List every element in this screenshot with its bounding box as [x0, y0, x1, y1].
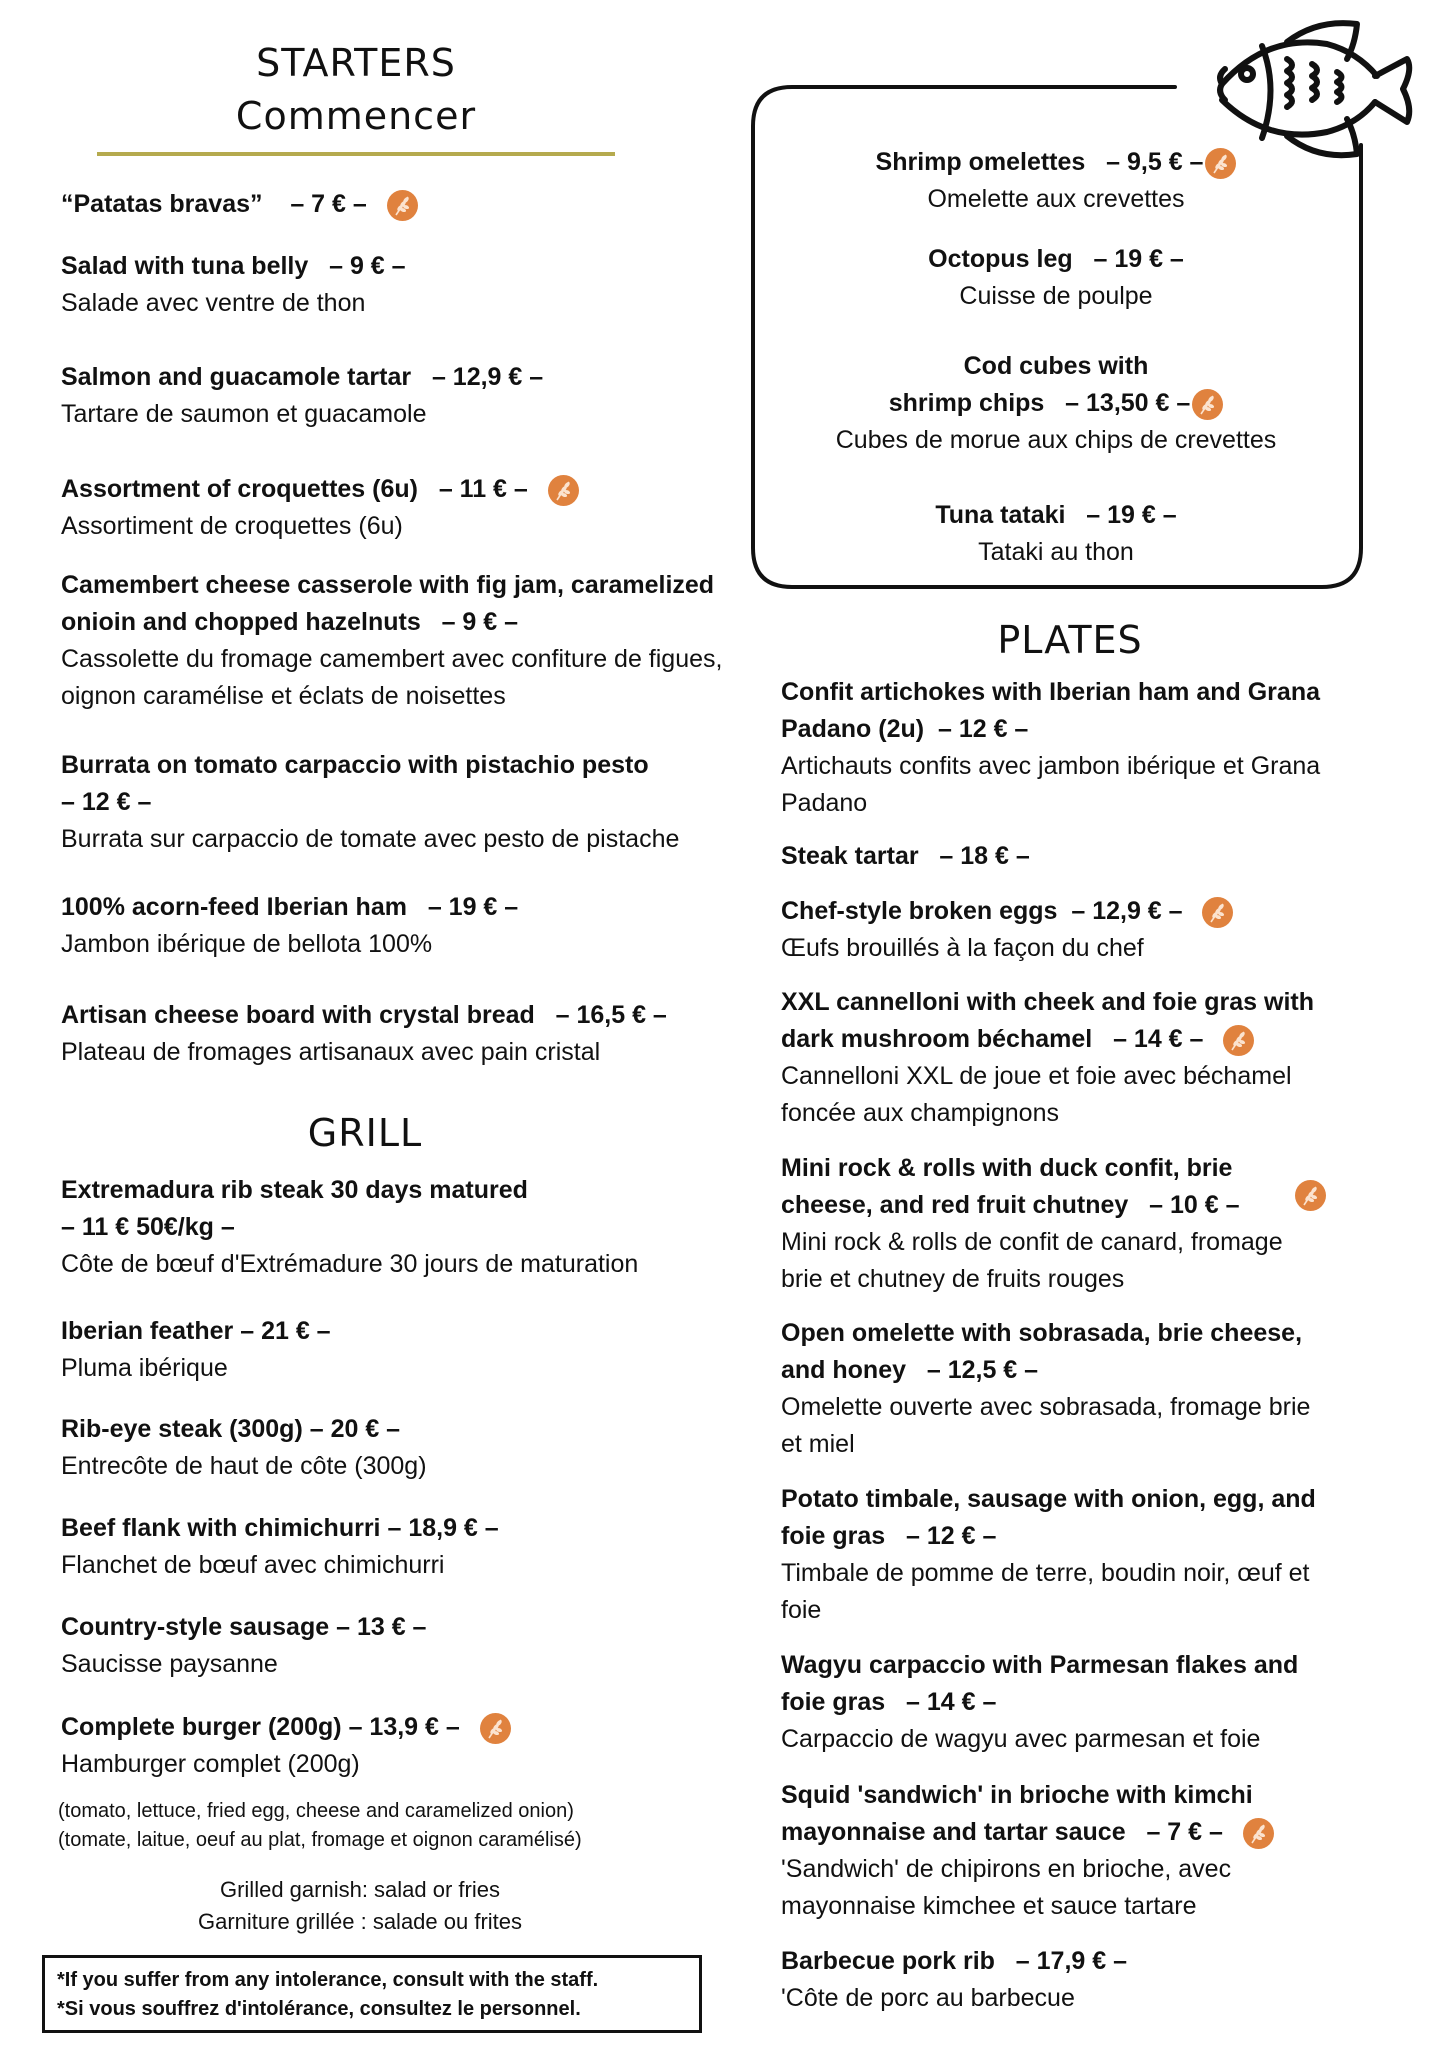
- item-name: onioin and chopped hazelnuts: [61, 608, 421, 636]
- item-name: Octopus leg: [928, 245, 1073, 273]
- item-description: Œufs brouillés à la façon du chef: [781, 934, 1144, 962]
- item-description: Hamburger complet (200g): [61, 1750, 360, 1778]
- menu-item: [61, 1411, 781, 1485]
- item-price: – 21 € –: [240, 1317, 331, 1345]
- menu-item: [781, 1150, 1381, 1298]
- item-name: foie gras: [781, 1522, 886, 1550]
- item-name: 100% acorn-feed Iberian ham: [61, 893, 407, 921]
- item-description: Cuisse de poulpe: [959, 282, 1153, 310]
- menu-item: [781, 1943, 1381, 2017]
- item-description: et miel: [781, 1430, 855, 1458]
- item-price: – 17,9 € –: [1015, 1947, 1128, 1975]
- item-name-line: Potato timbale, sausage with onion, egg, and: [781, 1485, 1316, 1513]
- item-description-line: Timbale de pomme de terre, boudin noir, œuf et: [781, 1559, 1310, 1587]
- item-name-line: Mini rock & rolls with duck confit, brie: [781, 1154, 1233, 1182]
- item-name-line: Confit artichokes with Iberian ham and Grana: [781, 678, 1320, 706]
- item-price: – 12 € –: [906, 1522, 997, 1550]
- item-name: and honey: [781, 1356, 907, 1384]
- menu-item: [61, 1510, 781, 1584]
- item-price: – 13 € –: [336, 1613, 427, 1641]
- garnish-fr: Garniture grillée : salade ou frites: [197, 1909, 523, 1934]
- item-description: Pluma ibérique: [61, 1354, 228, 1382]
- item-name-line: XXL cannelloni with cheek and foie gras with: [781, 988, 1314, 1016]
- item-name: Steak tartar: [781, 842, 919, 870]
- menu-item: [61, 248, 781, 322]
- wheat-gluten-icon: [1223, 1025, 1254, 1056]
- item-description-line: Mini rock & rolls de confit de canard, fromage: [781, 1228, 1283, 1256]
- item-description: Cubes de morue aux chips de crevettes: [835, 426, 1277, 454]
- burger-note-en: (tomato, lettuce, fried egg, cheese and caramelized onion): [58, 1800, 574, 1822]
- item-price: – 20 € –: [309, 1415, 401, 1443]
- item-description: Saucisse paysanne: [61, 1650, 278, 1678]
- fish-icon: [1207, 14, 1417, 164]
- item-description: Côte de bœuf d'Extrémadure 30 jours de maturation: [61, 1250, 639, 1278]
- item-price: – 12 € –: [937, 715, 1029, 743]
- wheat-gluten-icon: [1192, 389, 1223, 420]
- item-name: Padano (2u): [781, 715, 925, 743]
- item-name: Tuna tataki: [935, 501, 1066, 529]
- notice-fr: *Si vous souffrez d'intolérance, consultez le personnel.: [57, 1998, 581, 2020]
- menu-item: [61, 1313, 781, 1387]
- menu-item: [61, 1172, 781, 1283]
- wheat-gluten-icon: [548, 475, 579, 506]
- item-description: Jambon ibérique de bellota 100%: [61, 930, 433, 958]
- wheat-gluten-icon: [480, 1713, 511, 1744]
- item-price: – 14 € –: [906, 1688, 997, 1716]
- grill-title: GRILL: [307, 1111, 423, 1155]
- menu-item: [755, 348, 1357, 459]
- burger-note-fr: (tomate, laitue, oeuf au plat, fromage et oignon caramélisé): [58, 1829, 582, 1851]
- item-price: – 12,5 € –: [926, 1356, 1039, 1384]
- item-description-line: 'Sandwich' de chipirons en brioche, avec: [781, 1855, 1232, 1883]
- item-description: Salade avec ventre de thon: [61, 289, 366, 317]
- item-name-line: Open omelette with sobrasada, brie cheese,: [781, 1319, 1303, 1347]
- item-name-line: Camembert cheese casserole with fig jam, caramelized: [61, 571, 715, 599]
- item-description: foie: [781, 1596, 822, 1624]
- menu-item: [781, 1315, 1381, 1463]
- item-price: – 13,9 € –: [348, 1713, 460, 1741]
- menu-item: [61, 186, 781, 223]
- item-name: Beef flank with chimichurri: [61, 1514, 381, 1542]
- item-name: “Patatas bravas”: [61, 190, 263, 218]
- starters-subtitle: Commencer: [235, 94, 477, 138]
- plates-title: PLATES: [997, 618, 1143, 662]
- item-description-line: Cassolette du fromage camembert avec confiture de figues,: [61, 645, 723, 673]
- wheat-gluten-icon: [1243, 1818, 1274, 1849]
- item-description: Burrata sur carpaccio de tomate avec pesto de pistache: [61, 825, 680, 853]
- item-price: – 10 € –: [1149, 1191, 1240, 1219]
- menu-item: [61, 889, 781, 963]
- item-price: – 9 € –: [441, 608, 519, 636]
- item-name-line: Wagyu carpaccio with Parmesan flakes and: [781, 1651, 1299, 1679]
- item-description-line: Cannelloni XXL de joue et foie avec béchamel: [781, 1062, 1292, 1090]
- item-name: Salad with tuna belly: [61, 252, 309, 280]
- item-name: Salmon and guacamole tartar: [61, 363, 412, 391]
- item-price: – 18 € –: [939, 842, 1030, 870]
- menu-item: [781, 1647, 1381, 1758]
- wheat-gluten-icon: [1205, 148, 1236, 179]
- item-description: Flanchet de bœuf avec chimichurri: [61, 1551, 445, 1579]
- item-price: – 19 € –: [1093, 245, 1184, 273]
- item-name: Barbecue pork rib: [781, 1947, 995, 1975]
- item-price: – 19 € –: [1086, 501, 1177, 529]
- item-price: – 12 € –: [61, 788, 152, 816]
- menu-item: [781, 674, 1381, 822]
- item-description: Omelette aux crevettes: [927, 185, 1185, 213]
- item-price: – 14 € –: [1113, 1025, 1204, 1053]
- menu-item: [61, 1609, 781, 1683]
- item-name-line: Cod cubes with: [963, 352, 1149, 380]
- menu-item: [61, 359, 781, 433]
- item-name: Assortment of croquettes (6u): [61, 475, 418, 503]
- item-price: – 12,9 € –: [431, 363, 544, 391]
- item-price: – 9 € –: [329, 252, 406, 280]
- item-name: Iberian feather: [61, 1317, 234, 1345]
- item-description: mayonnaise kimchee et sauce tartare: [781, 1892, 1197, 1920]
- item-name: Country-style sausage: [61, 1613, 330, 1641]
- item-price: – 7 € –: [290, 190, 367, 218]
- menu-item: [755, 497, 1357, 571]
- menu-item: [61, 471, 781, 545]
- menu-item: [781, 893, 1381, 967]
- item-price: – 11 € 50€/kg –: [61, 1213, 235, 1241]
- item-description: Tataki au thon: [978, 538, 1134, 566]
- menu-item: [61, 1709, 781, 1783]
- item-name: Complete burger (200g): [61, 1713, 342, 1741]
- item-price: – 18,9 € –: [387, 1514, 499, 1542]
- menu-item: [781, 838, 1381, 875]
- menu-item: [61, 997, 781, 1071]
- item-description-line: Omelette ouverte avec sobrasada, fromage brie: [781, 1393, 1311, 1421]
- item-description: Padano: [781, 789, 868, 817]
- item-name: Rib-eye steak (300g): [61, 1415, 303, 1443]
- item-name: Shrimp omelettes: [875, 148, 1086, 176]
- item-name: shrimp chips: [888, 389, 1045, 417]
- item-price: – 12,9 € –: [1071, 897, 1183, 925]
- intolerance-notice: [42, 1955, 702, 2033]
- item-price: – 11 € –: [438, 475, 528, 503]
- wheat-gluten-icon: [387, 190, 418, 221]
- item-description: Carpaccio de wagyu avec parmesan et foie: [781, 1725, 1261, 1753]
- starters-title: STARTERS: [256, 41, 456, 85]
- wheat-gluten-icon: [1202, 897, 1233, 928]
- starters-divider: [97, 152, 615, 156]
- wheat-gluten-icon: [1295, 1180, 1326, 1211]
- item-price: – 13,50 € –: [1065, 389, 1191, 417]
- menu-item: [755, 144, 1357, 218]
- item-name: Chef-style broken eggs: [781, 897, 1058, 925]
- item-price: – 9,5 € –: [1106, 148, 1204, 176]
- item-description: Entrecôte de haut de côte (300g): [61, 1452, 427, 1480]
- garnish-en: Grilled garnish: salad or fries: [219, 1877, 500, 1902]
- item-name: Burrata on tomato carpaccio with pistachio pesto: [61, 751, 649, 779]
- item-name: Extremadura rib steak 30 days matured: [61, 1176, 528, 1204]
- item-name: foie gras: [781, 1688, 886, 1716]
- item-price: – 16,5 € –: [555, 1001, 667, 1029]
- menu-item: [61, 567, 781, 715]
- item-description: Plateau de fromages artisanaux avec pain cristal: [61, 1038, 601, 1066]
- item-name-line: Squid 'sandwich' in brioche with kimchi: [781, 1781, 1253, 1809]
- item-name: Artisan cheese board with crystal bread: [61, 1001, 535, 1029]
- item-description: Tartare de saumon et guacamole: [61, 400, 427, 428]
- item-description: 'Côte de porc au barbecue: [781, 1984, 1075, 2012]
- menu-item: [781, 1481, 1381, 1629]
- notice-en: *If you suffer from any intolerance, consult with the staff.: [57, 1969, 599, 1991]
- item-name: mayonnaise and tartar sauce: [781, 1818, 1126, 1846]
- item-description: foncée aux champignons: [781, 1099, 1059, 1127]
- item-description: oignon caramélise et éclats de noisettes: [61, 682, 506, 710]
- item-description: Assortiment de croquettes (6u): [61, 512, 403, 540]
- item-description: brie et chutney de fruits rouges: [781, 1265, 1125, 1293]
- item-description-line: Artichauts confits avec jambon ibérique et Grana: [781, 752, 1321, 780]
- menu-item: [755, 241, 1357, 315]
- item-name: cheese, and red fruit chutney: [781, 1191, 1129, 1219]
- item-price: – 19 € –: [427, 893, 519, 921]
- item-name: dark mushroom béchamel: [781, 1025, 1093, 1053]
- menu-item: [61, 747, 781, 858]
- item-price: – 7 € –: [1146, 1818, 1223, 1846]
- menu-item: [781, 1777, 1381, 1925]
- menu-item: [781, 984, 1381, 1132]
